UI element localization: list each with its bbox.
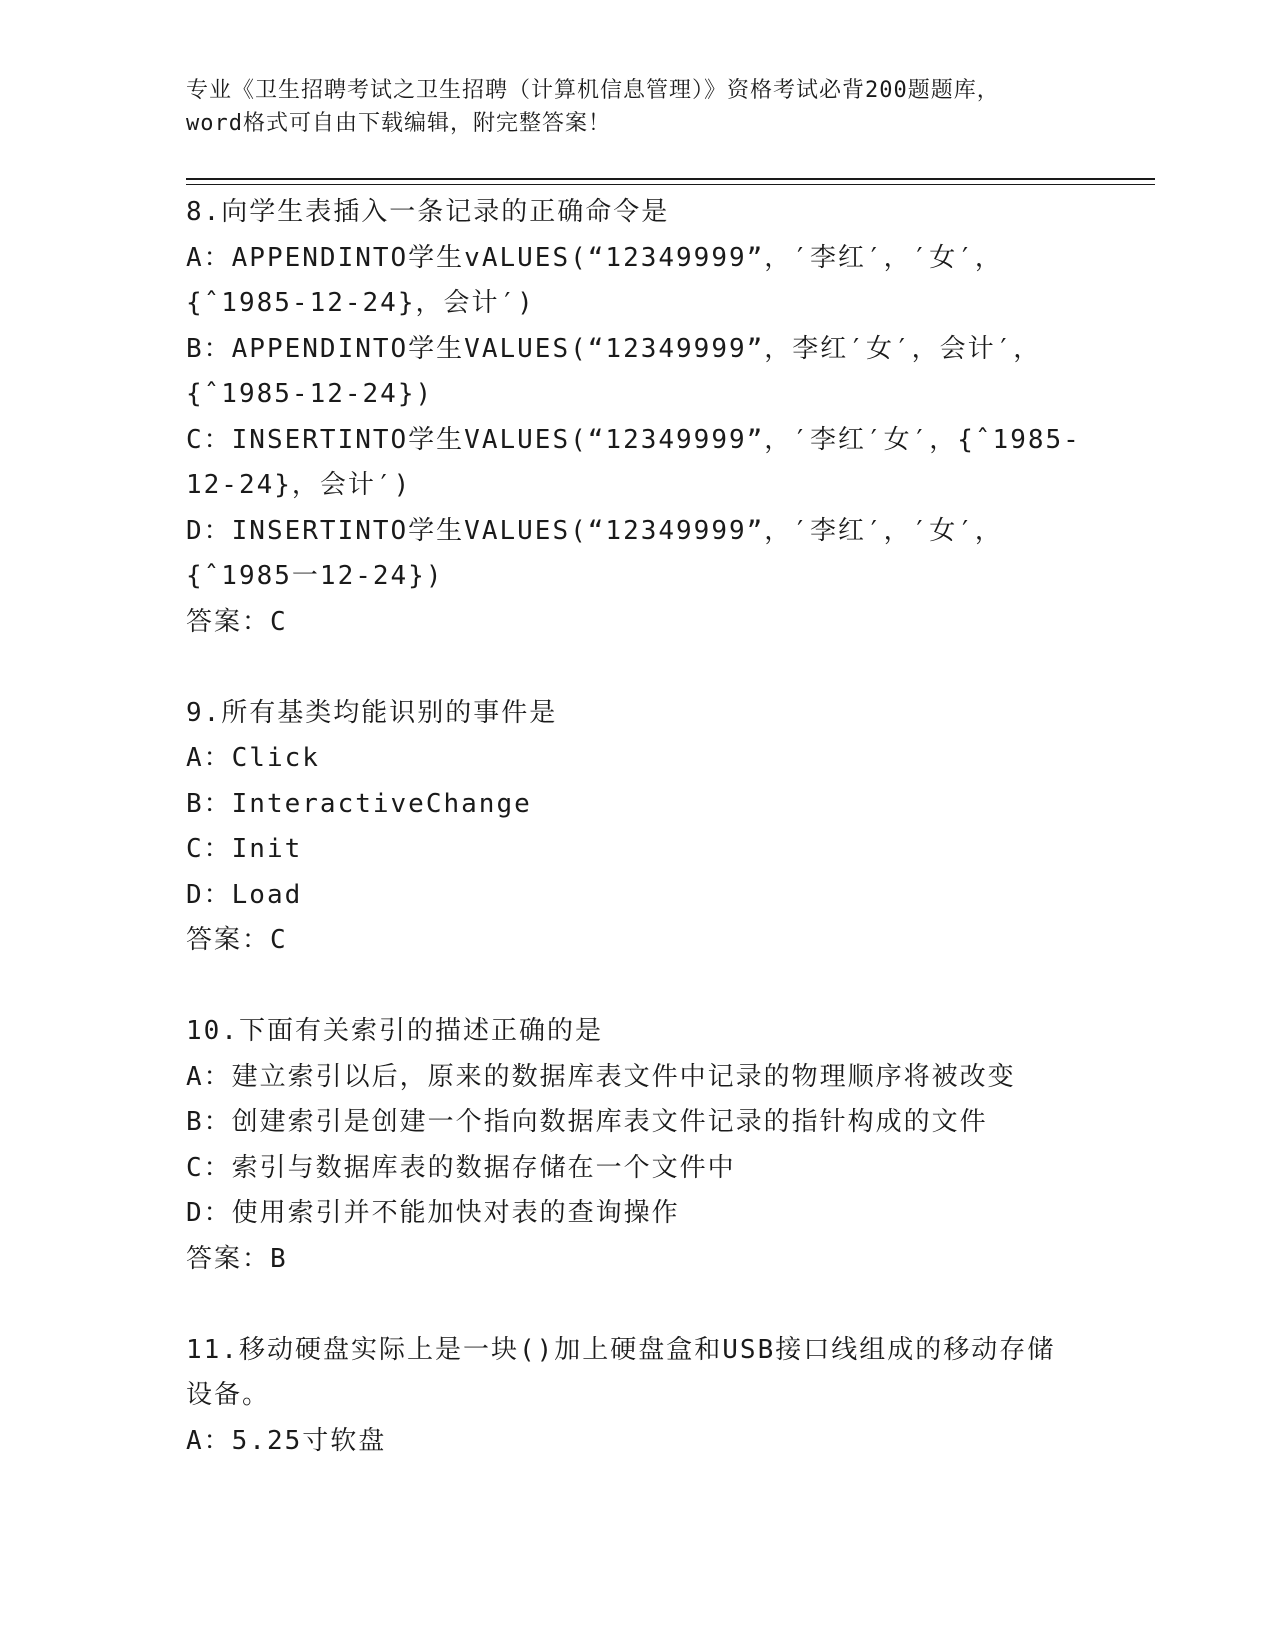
header-divider-thin: [186, 184, 1155, 185]
option-a-continued: {ˆ1985-12-24}，会计′): [186, 288, 535, 318]
header-line: word格式可自由下载编辑，附完整答案！: [186, 111, 611, 136]
option-c: C：INSERTINTO学生VALUES(“12349999”，′李红′女′，{ˆ1985-: [186, 424, 1081, 455]
answer-line: 答案：C: [186, 925, 288, 955]
option-c: C：Init: [186, 834, 303, 864]
option-a: A：建立索引以后，原来的数据库表文件中记录的物理顺序将被改变: [186, 1061, 1016, 1092]
question-9: [186, 691, 1086, 964]
header-divider: [186, 178, 1155, 180]
question-text: 9.所有基类均能识别的事件是: [186, 697, 558, 728]
option-d-continued: {ˆ1985一12-24}): [186, 561, 444, 591]
option-c: C：索引与数据库表的数据存储在一个文件中: [186, 1152, 736, 1183]
question-8: [186, 190, 1086, 645]
question-text: 11.移动硬盘实际上是一块()加上硬盘盒和USB接口线组成的移动存储: [186, 1334, 1056, 1365]
question-list: [186, 190, 1086, 1464]
question-11: [186, 1328, 1086, 1465]
option-b: B：APPENDINTO学生VALUES(“12349999”，李红′女′，会计′，: [186, 333, 1042, 364]
option-b: B：InteractiveChange: [186, 788, 532, 819]
document-header: [186, 74, 1066, 140]
question-text-continued: 设备。: [186, 1380, 271, 1410]
answer-line: 答案：C: [186, 606, 288, 637]
option-d: D：INSERTINTO学生VALUES(“12349999”，′李红′，′女′，: [186, 515, 1003, 546]
option-b-continued: {ˆ1985-12-24}): [186, 379, 434, 409]
header-line: 专业《卫生招聘考试之卫生招聘（计算机信息管理）》资格考试必背200题题库，: [186, 78, 1000, 103]
option-c-continued: 12-24}，会计′): [186, 470, 412, 500]
question-text: 8.向学生表插入一条记录的正确命令是: [186, 197, 670, 227]
option-a: A：Click: [186, 743, 320, 773]
answer-line: 答案：B: [186, 1243, 288, 1274]
question-text: 10.下面有关索引的描述正确的是: [186, 1016, 603, 1046]
question-10: [186, 1009, 1086, 1282]
option-d: D：Load: [186, 879, 303, 910]
option-a: A：APPENDINTO学生vALUES(“12349999”，′李红′，′女′，: [186, 242, 1003, 273]
option-b: B：创建索引是创建一个指向数据库表文件记录的指针构成的文件: [186, 1107, 988, 1137]
option-a: A：5.25寸软盘: [186, 1425, 387, 1456]
option-d: D：使用索引并不能加快对表的查询操作: [186, 1198, 680, 1228]
